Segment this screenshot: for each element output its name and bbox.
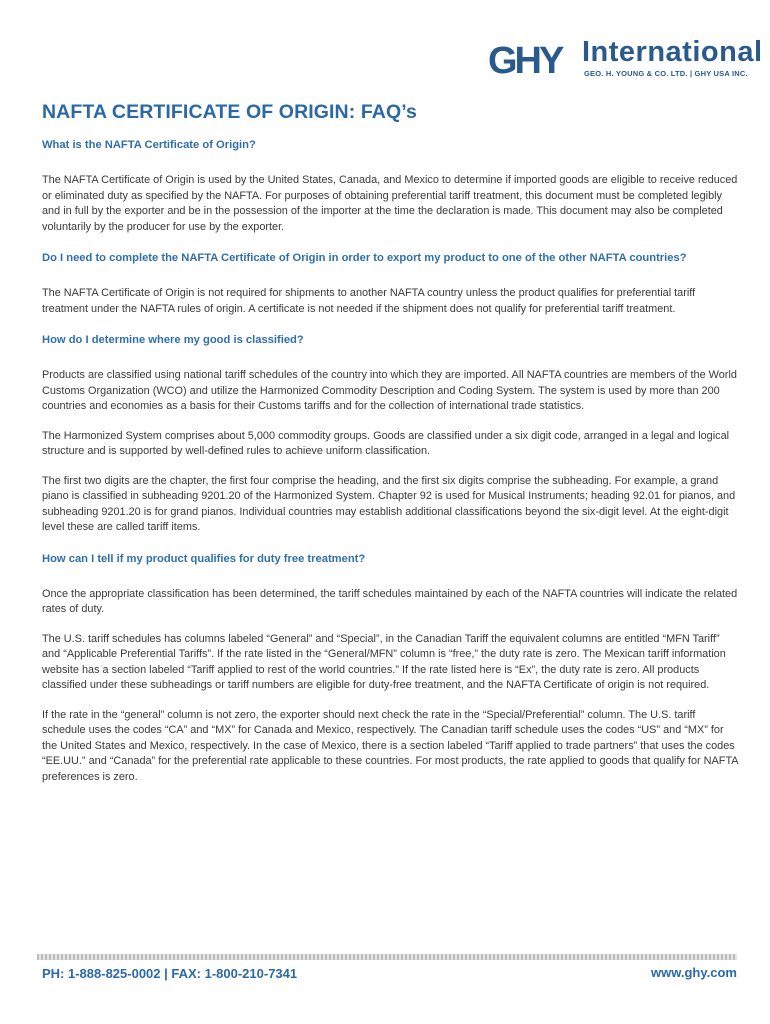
faq-answer-paragraph: Products are classified using national tariff schedules of the country into which they are imported. All NAFTA countries are members of the World Customs Organization (WCO) and utilize the Harmonized Commodity Description and Coding System. The system is used by more than 200 countries and economies as a basis for their Customs tariffs and for the collection of international trade statistics. bbox=[42, 369, 737, 412]
faq-question: Do I need to complete the NAFTA Certificate of Origin in order to export my product to one of the other NAFTA countries? bbox=[42, 252, 687, 264]
faq-answer-paragraph: The Harmonized System comprises about 5,000 commodity groups. Goods are classified under a six digit code, arranged in a legal and logical structure and is supported by well-defined rules to achieve uniform classification. bbox=[42, 429, 730, 457]
faq-answer-paragraph: The first two digits are the chapter, the first four comprise the heading, and the first six digits comprise the subheading. For example, a grand piano is classified in subheading 9201.20 of the Harmonized System. Chapter 92 is used for Musical Instruments; heading 92.01 for pianos, and subheading 9201.20 is for grand pianos. Individual countries may establish additional classifications beyond the six-digit level. At the eight-digit level these are called tariff items. bbox=[42, 474, 736, 533]
footer-website-link[interactable]: www.ghy.com bbox=[651, 965, 737, 980]
faq-answer-paragraph: Once the appropriate classification has been determined, the tariff schedules maintained by each of the NAFTA countries will indicate the related rates of duty. bbox=[42, 587, 738, 615]
faq-section-3 bbox=[42, 333, 739, 536]
brand-subtitle: GEO. H. YOUNG & CO. LTD. | GHY USA INC. bbox=[584, 69, 748, 78]
faq-section-4 bbox=[42, 552, 739, 786]
faq-section-2 bbox=[42, 251, 739, 317]
logo-letters: GHY bbox=[488, 40, 562, 82]
page-title: NAFTA CERTIFICATE OF ORIGIN: FAQ’s bbox=[42, 101, 417, 123]
faq-question: How do I determine where my good is classified? bbox=[42, 334, 304, 346]
brand-name: International bbox=[582, 36, 763, 68]
document-body bbox=[42, 100, 739, 799]
faq-question: How can I tell if my product qualifies for duty free treatment? bbox=[42, 552, 366, 565]
company-logo bbox=[488, 33, 763, 95]
faq-question: What is the NAFTA Certificate of Origin? bbox=[42, 139, 256, 151]
ghy-logo-mark bbox=[488, 33, 580, 95]
footer-divider bbox=[37, 954, 737, 960]
faq-answer-paragraph: If the rate in the “general” column is not zero, the exporter should next check the rate in the “Special/Preferential” column. The U.S. tariff schedule uses the codes “CA” and “MX” for Canada and Mexico, respectively. The Canadian tariff schedule uses the codes “US” and “MX” for the United States and Mexico, respectively. In the case of Mexico, there is a section labeled “Tariff applied to trade partners” that uses the codes “EE.UU.” and “Canada” for the preferential rate applicable to these countries. For most products, the rate applied to goods that qualify for NAFTA preferences is zero. bbox=[42, 708, 738, 783]
faq-answer-paragraph: The U.S. tariff schedules has columns labeled “General” and “Special”, in the Canadian Tariff the equivalent columns are entitled “MFN Tariff” and “Applicable Preferential Tariffs”. If the rate listed in the “General/MFN” column is “free,” the duty rate is zero. The Mexican tariff information website has a section labeled “Tariff applied to rest of the world countries.” If the rate listed here is “Ex”, the duty rate is zero. All products classified under these subheadings or tariff numbers are eligible for duty-free treatment, and the NAFTA Certificate of origin is not required. bbox=[42, 632, 726, 691]
faq-answer-paragraph: The NAFTA Certificate of Origin is not required for shipments to another NAFTA country unless the product qualifies for preferential tariff treatment under the NAFTA rules of origin. A certificate is not needed if the shipment does not qualify for preferential tariff treatment. bbox=[42, 287, 696, 315]
faq-answer-paragraph: The NAFTA Certificate of Origin is used by the United States, Canada, and Mexico to determine if imported goods are eligible to receive reduced or eliminated duty as specified by the NAFTA. For purposes of obtaining preferential tariff treatment, this document must be completed legibly and in full by the exporter and be in the possession of the importer at the time the declaration is made. This document may also be completed voluntarily by the producer for use by the exporter. bbox=[42, 174, 738, 233]
footer-contact: PH: 1-888-825-0002 | FAX: 1-800-210-7341 bbox=[42, 966, 298, 981]
faq-section-1 bbox=[42, 138, 739, 235]
